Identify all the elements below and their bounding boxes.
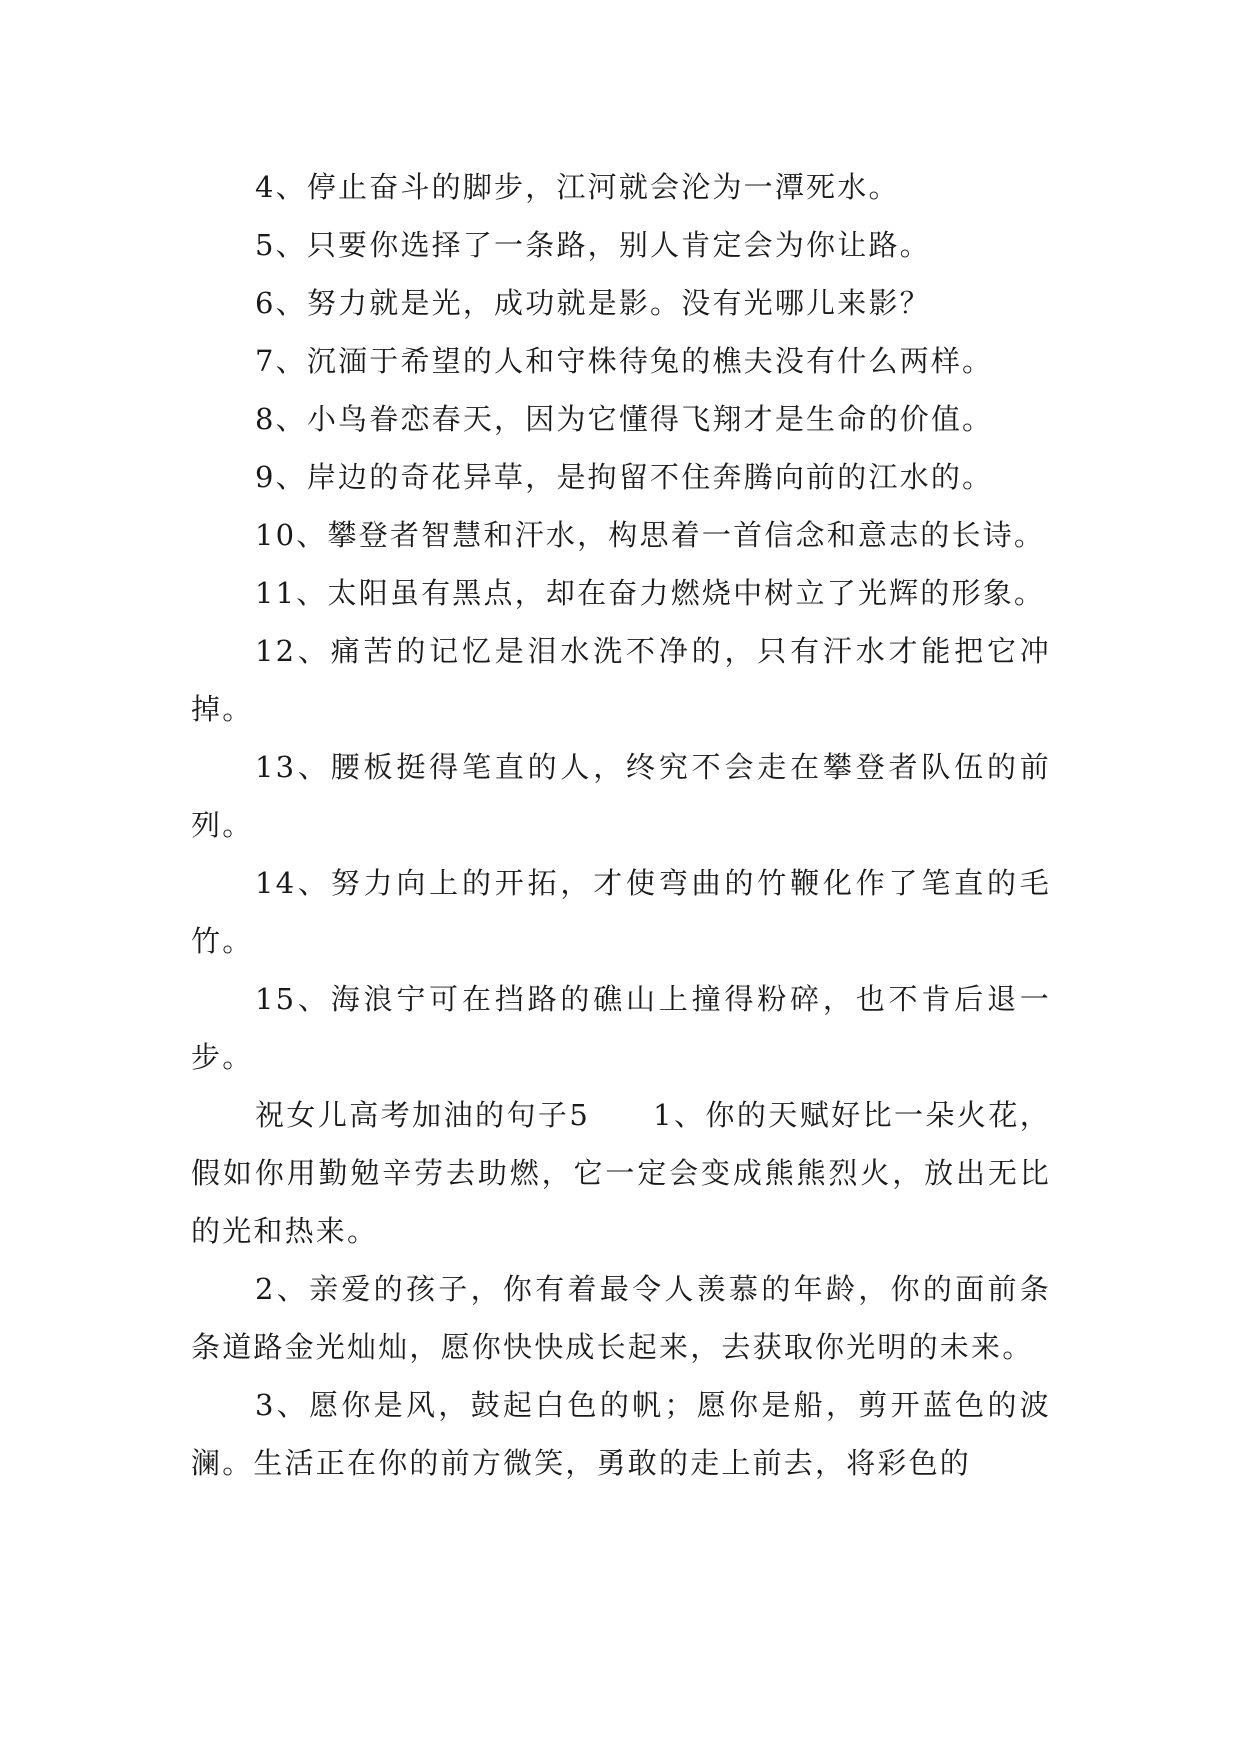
paragraph-10: 10、攀登者智慧和汗水，构思着一首信念和意志的长诗。	[255, 518, 1046, 552]
paragraph-11: 11、太阳虽有黑点，却在奋力燃烧中树立了光辉的形象。	[255, 576, 1046, 610]
paragraph-13: 13、腰板挺得笔直的人，终究不会走在攀登者队伍的前列。	[191, 750, 1051, 842]
wish-paragraph-3: 3、愿你是风，鼓起白色的帆；愿你是船，剪开蓝色的波澜。生活正在你的前方微笑，勇敢的走上前去，将彩色的	[191, 1388, 1051, 1480]
paragraph-5: 5、只要你选择了一条路，别人肯定会为你让路。	[255, 228, 931, 262]
paragraph-8: 8、小鸟眷恋春天，因为它懂得飞翔才是生命的价值。	[255, 402, 994, 436]
paragraph-9: 9、岸边的奇花异草，是拘留不住奔腾向前的江水的。	[255, 460, 994, 494]
document-body	[191, 158, 1051, 1492]
paragraph-12: 12、痛苦的记忆是泪水洗不净的，只有汗水才能把它冲掉。	[191, 634, 1051, 726]
section-heading-paragraph: 祝女儿高考加油的句子5 1、你的天赋好比一朵火花，假如你用勤勉辛劳去助燃，它一定会变成熊熊烈火，放出无比的光和热来。	[191, 1098, 1051, 1248]
wish-paragraph-2: 2、亲爱的孩子，你有着最令人羡慕的年龄，你的面前条条道路金光灿灿，愿你快快成长起来，去获取你光明的未来。	[191, 1272, 1051, 1364]
paragraph-14: 14、努力向上的开拓，才使弯曲的竹鞭化作了笔直的毛竹。	[191, 866, 1051, 958]
paragraph-4: 4、停止奋斗的脚步，江河就会沦为一潭死水。	[255, 170, 900, 204]
paragraph-7: 7、沉湎于希望的人和守株待兔的樵夫没有什么两样。	[255, 344, 994, 378]
paragraph-6: 6、努力就是光，成功就是影。没有光哪儿来影？	[255, 286, 931, 320]
paragraph-15: 15、海浪宁可在挡路的礁山上撞得粉碎，也不肯后退一步。	[191, 982, 1051, 1074]
